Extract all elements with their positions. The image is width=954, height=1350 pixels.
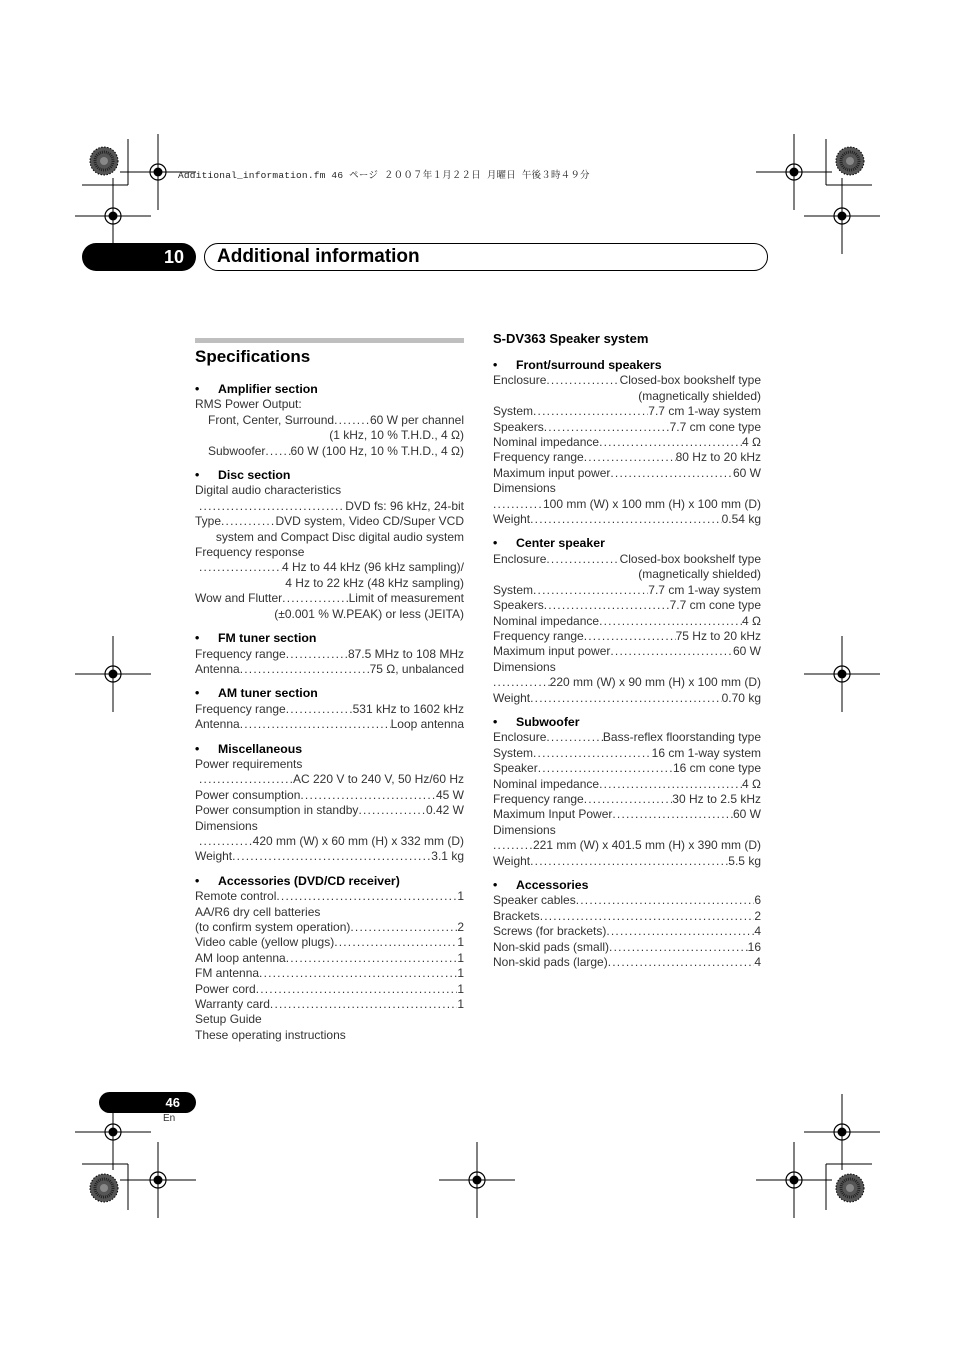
spec-row bbox=[195, 788, 464, 803]
leader-dots bbox=[610, 466, 733, 481]
spec-section-heading-text: Accessories bbox=[516, 878, 589, 892]
leader-dots bbox=[530, 512, 721, 527]
spec-row bbox=[195, 966, 464, 981]
spec-label: Maximum input power bbox=[493, 465, 611, 480]
leader-dots bbox=[199, 772, 293, 787]
spec-row bbox=[493, 435, 761, 450]
spec-text-line: Digital audio characteristics bbox=[195, 483, 342, 498]
leader-dots bbox=[240, 662, 370, 677]
spec-value: 4 Ω bbox=[742, 776, 761, 791]
spec-text-line: system and Compact Disc digital audio system bbox=[215, 529, 464, 544]
spec-row bbox=[493, 893, 761, 908]
leader-dots bbox=[199, 499, 345, 514]
spec-value: 2 bbox=[457, 920, 464, 934]
spec-row bbox=[195, 997, 464, 1012]
leader-dots bbox=[608, 955, 755, 970]
spec-section bbox=[195, 468, 464, 622]
spec-row bbox=[493, 909, 761, 924]
leader-dots bbox=[540, 909, 755, 924]
spec-value: 1 bbox=[457, 966, 464, 981]
leader-dots bbox=[286, 647, 348, 662]
leader-dots bbox=[493, 838, 533, 853]
spec-section-heading bbox=[195, 874, 464, 889]
spec-text-line: AA/R6 dry cell batteries bbox=[195, 904, 321, 919]
spec-row bbox=[493, 629, 761, 644]
spec-text-line: (1 kHz, 10 % T.H.D., 4 Ω) bbox=[329, 428, 464, 443]
spec-row bbox=[195, 889, 464, 904]
leader-dots bbox=[612, 807, 733, 822]
spec-row bbox=[195, 499, 464, 514]
spec-section-heading bbox=[195, 382, 464, 397]
spec-row bbox=[493, 450, 761, 465]
spec-value: 16 bbox=[747, 939, 761, 954]
spec-row bbox=[493, 838, 761, 853]
spec-value: 4 Ω bbox=[742, 613, 761, 628]
spec-section-heading bbox=[195, 686, 464, 701]
spec-value: 7.7 cm cone type bbox=[669, 598, 761, 613]
leader-dots bbox=[493, 675, 550, 690]
spec-value: 3.1 kg bbox=[431, 849, 464, 864]
spec-label: Power cord bbox=[195, 981, 256, 996]
spec-section bbox=[493, 358, 761, 527]
leader-dots bbox=[334, 413, 370, 428]
spec-value: 16 cm 1-way system bbox=[651, 745, 761, 760]
spec-row bbox=[195, 413, 464, 428]
leader-dots bbox=[538, 761, 673, 776]
spec-row bbox=[493, 940, 761, 955]
spec-value: DVD fs: 96 kHz, 24-bit bbox=[345, 498, 464, 513]
spec-section-heading-text: Subwoofer bbox=[516, 714, 580, 729]
spec-value: AC 220 V to 240 V, 50 Hz/60 Hz bbox=[293, 772, 464, 787]
spec-label: Enclosure bbox=[493, 730, 547, 745]
spec-label: System bbox=[493, 745, 534, 760]
chapter-title: Additional information bbox=[204, 243, 768, 271]
spec-row bbox=[195, 772, 464, 787]
leader-dots bbox=[259, 966, 457, 981]
spec-value: 4 bbox=[754, 924, 761, 939]
spec-value: 0.70 kg bbox=[721, 690, 761, 705]
spec-text-line: (magnetically shielded) bbox=[638, 388, 761, 403]
leader-dots bbox=[350, 920, 457, 935]
bullet-icon: • bbox=[493, 878, 498, 892]
specifications-title: Specifications bbox=[195, 347, 311, 366]
spec-text-line: These operating instructions bbox=[195, 1027, 346, 1042]
spec-section bbox=[195, 874, 464, 1043]
spec-value: 1 bbox=[457, 997, 464, 1012]
spec-text-line: RMS Power Output: bbox=[195, 397, 302, 412]
leader-dots bbox=[544, 598, 670, 613]
spec-value: 4 Hz to 44 kHz (96 kHz sampling)/ bbox=[281, 560, 464, 575]
spec-value: 60 W (100 Hz, 10 % T.H.D., 4 Ω) bbox=[290, 443, 464, 458]
spec-section-heading bbox=[493, 358, 761, 373]
spec-value: 1 bbox=[457, 981, 464, 996]
spec-value: 30 Hz to 2.5 kHz bbox=[672, 791, 761, 806]
leader-dots bbox=[533, 404, 648, 419]
spec-value: 2 bbox=[754, 908, 761, 923]
spec-label: Non-skid pads (large) bbox=[493, 955, 608, 970]
spec-text-line: Dimensions bbox=[195, 818, 258, 833]
spec-label: Wow and Flutter bbox=[195, 591, 283, 606]
leader-dots bbox=[276, 889, 457, 904]
spec-label: FM antenna bbox=[195, 966, 260, 981]
spec-section-heading bbox=[195, 468, 464, 483]
speaker-system-title: S-DV363 Speaker system bbox=[493, 331, 649, 346]
spec-row bbox=[493, 644, 761, 659]
leader-dots bbox=[530, 854, 728, 869]
spec-label: Speakers bbox=[493, 598, 544, 613]
spec-label: Warranty card bbox=[195, 997, 270, 1012]
bullet-icon: • bbox=[195, 741, 200, 756]
leader-dots bbox=[584, 792, 673, 807]
spec-row bbox=[493, 691, 761, 706]
spec-label: Remote control bbox=[195, 889, 277, 904]
leader-dots bbox=[546, 730, 603, 745]
spec-label: Type bbox=[195, 514, 222, 529]
spec-value: 7.7 cm 1-way system bbox=[648, 404, 761, 419]
spec-section bbox=[195, 742, 464, 865]
spec-row bbox=[493, 552, 761, 567]
spec-label: Antenna bbox=[195, 661, 240, 676]
leader-dots bbox=[533, 583, 648, 598]
spec-row bbox=[493, 792, 761, 807]
spec-label: Weight bbox=[493, 853, 531, 868]
spec-label: Front, Center, Surround bbox=[208, 412, 335, 427]
spec-label: Power consumption in standby bbox=[195, 803, 359, 818]
leader-dots bbox=[533, 746, 652, 761]
spec-label: Nominal impedance bbox=[493, 613, 600, 628]
leader-dots bbox=[599, 435, 742, 450]
spec-section bbox=[493, 536, 761, 705]
leader-dots bbox=[199, 560, 282, 575]
spec-section bbox=[195, 631, 464, 677]
spec-value: 60 W per channel bbox=[369, 412, 464, 427]
leader-dots bbox=[530, 691, 721, 706]
spec-label: Frequency range bbox=[493, 450, 584, 465]
spec-label: Nominal impedance bbox=[493, 435, 600, 450]
leader-dots bbox=[256, 982, 458, 997]
spec-label: Weight bbox=[195, 849, 233, 864]
spec-row bbox=[493, 955, 761, 970]
spec-value: 1 bbox=[457, 889, 464, 904]
spec-value: 100 mm (W) x 100 mm (H) x 100 mm (D) bbox=[542, 496, 761, 511]
spec-label: Weight bbox=[493, 512, 531, 527]
spec-value: Closed-box bookshelf type bbox=[619, 551, 761, 566]
spec-value: DVD system, Video CD/Super VCD bbox=[275, 514, 464, 529]
spec-label: Subwoofer bbox=[208, 443, 266, 458]
spec-label: Antenna bbox=[195, 717, 240, 732]
spec-section-heading-text: Disc section bbox=[218, 468, 291, 483]
leader-dots bbox=[270, 997, 457, 1012]
spec-section-heading bbox=[493, 715, 761, 730]
spec-row bbox=[493, 404, 761, 419]
leader-dots bbox=[240, 717, 391, 732]
spec-section-heading bbox=[493, 536, 761, 551]
spec-row bbox=[195, 662, 464, 677]
leader-dots bbox=[546, 373, 619, 388]
bullet-icon: • bbox=[493, 358, 498, 372]
right-sections bbox=[493, 358, 761, 970]
spec-value: 420 mm (W) x 60 mm (H) x 332 mm (D) bbox=[252, 833, 464, 848]
spec-row bbox=[195, 849, 464, 864]
bullet-icon: • bbox=[195, 382, 200, 396]
bullet-icon: • bbox=[493, 536, 498, 551]
spec-label: Enclosure bbox=[493, 373, 547, 388]
spec-row bbox=[493, 497, 761, 512]
spec-value: Loop antenna bbox=[390, 717, 464, 732]
bullet-icon: • bbox=[195, 468, 200, 483]
spec-value: Limit of measurement bbox=[348, 591, 464, 606]
page-language: En bbox=[163, 1113, 176, 1124]
spec-value: 4 Ω bbox=[742, 435, 761, 450]
spec-row bbox=[493, 746, 761, 761]
spec-value: Closed-box bookshelf type bbox=[619, 373, 761, 388]
spec-text-line: (±0.001 % W.PEAK) or less (JEITA) bbox=[274, 606, 464, 621]
spec-value: 7.7 cm 1-way system bbox=[648, 582, 761, 597]
bullet-icon: • bbox=[493, 714, 498, 729]
spec-section bbox=[493, 878, 761, 970]
spec-row bbox=[195, 647, 464, 662]
leader-dots bbox=[599, 777, 742, 792]
spec-section-heading-text: Front/surround speakers bbox=[516, 358, 662, 372]
spec-text-line: Dimensions bbox=[493, 822, 556, 837]
bullet-icon: • bbox=[195, 631, 200, 646]
spec-value: 87.5 MHz to 108 MHz bbox=[347, 646, 464, 661]
spec-label: Frequency range bbox=[493, 628, 584, 643]
spec-label: Screws (for brackets) bbox=[493, 924, 607, 939]
spec-label: Weight bbox=[493, 690, 531, 705]
spec-text-line: Dimensions bbox=[493, 481, 556, 496]
leader-dots bbox=[286, 951, 458, 966]
spec-value: 16 cm cone type bbox=[672, 761, 761, 776]
spec-label: Video cable (yellow plugs) bbox=[195, 935, 335, 950]
page-number: 46 bbox=[99, 1092, 196, 1113]
spec-row bbox=[493, 730, 761, 745]
leader-dots bbox=[334, 935, 457, 950]
spec-row bbox=[195, 514, 464, 529]
spec-section bbox=[493, 715, 761, 869]
spec-row bbox=[493, 466, 761, 481]
spec-label: Frequency range bbox=[195, 701, 286, 716]
spec-row bbox=[195, 444, 464, 459]
leader-dots bbox=[584, 629, 676, 644]
spec-label: System bbox=[493, 404, 534, 419]
spec-value: 7.7 cm cone type bbox=[669, 419, 761, 434]
spec-label: Speakers bbox=[493, 419, 544, 434]
leader-dots bbox=[221, 514, 275, 529]
spec-row bbox=[195, 803, 464, 818]
leader-dots bbox=[282, 591, 348, 606]
left-sections bbox=[195, 382, 464, 1043]
leader-dots bbox=[544, 420, 670, 435]
print-header: Additional_information.fm 46 ページ ２００７年１月２２日 月曜日 午後３時４９分 bbox=[178, 170, 590, 181]
spec-row bbox=[493, 854, 761, 869]
spec-value: 0.42 W bbox=[425, 803, 464, 818]
spec-section-heading bbox=[195, 631, 464, 646]
spec-label: Non-skid pads (small) bbox=[493, 939, 610, 954]
leader-dots bbox=[358, 803, 426, 818]
spec-value: 220 mm (W) x 90 mm (H) x 100 mm (D) bbox=[549, 675, 761, 690]
leader-dots bbox=[606, 924, 754, 939]
spec-row bbox=[195, 935, 464, 950]
spec-row bbox=[195, 560, 464, 575]
spec-text-line: (magnetically shielded) bbox=[638, 567, 761, 582]
spec-section-heading-text: Miscellaneous bbox=[218, 741, 303, 756]
spec-section bbox=[195, 382, 464, 459]
specifications-rule bbox=[195, 338, 464, 343]
spec-label: System bbox=[493, 582, 534, 597]
spec-value: 221 mm (W) x 401.5 mm (H) x 390 mm (D) bbox=[532, 838, 761, 853]
spec-value: Bass-reflex floorstanding type bbox=[602, 730, 761, 745]
spec-text-line: 4 Hz to 22 kHz (48 kHz sampling) bbox=[285, 575, 464, 590]
spec-value: 75 Hz to 20 kHz bbox=[675, 628, 761, 643]
chapter-number: 10 bbox=[82, 243, 196, 271]
leader-dots bbox=[546, 552, 619, 567]
leader-dots bbox=[493, 497, 543, 512]
spec-row bbox=[493, 675, 761, 690]
spec-section-heading bbox=[493, 878, 761, 893]
spec-value: 4 bbox=[754, 955, 761, 970]
leader-dots bbox=[286, 702, 353, 717]
spec-label: Frequency range bbox=[195, 646, 286, 661]
right-column bbox=[493, 330, 761, 979]
spec-row bbox=[493, 614, 761, 629]
leader-dots bbox=[265, 444, 290, 459]
spec-row bbox=[195, 834, 464, 849]
spec-value: 60 W bbox=[732, 465, 761, 480]
spec-value: 80 Hz to 20 kHz bbox=[675, 450, 761, 465]
spec-text-line: Frequency response bbox=[195, 545, 305, 560]
spec-row bbox=[493, 924, 761, 939]
spec-text-line: Power requirements bbox=[195, 756, 303, 771]
spec-label: Brackets bbox=[493, 908, 540, 923]
left-column bbox=[195, 338, 464, 1052]
spec-row bbox=[493, 777, 761, 792]
leader-dots bbox=[584, 450, 676, 465]
spec-label: AM loop antenna bbox=[195, 950, 286, 965]
spec-value: 531 kHz to 1602 kHz bbox=[352, 701, 464, 716]
spec-label: Maximum Input Power bbox=[493, 807, 613, 822]
leader-dots bbox=[599, 614, 742, 629]
spec-row bbox=[493, 512, 761, 527]
spec-section-heading-text: Accessories (DVD/CD receiver) bbox=[218, 873, 400, 888]
leader-dots bbox=[300, 788, 436, 803]
spec-text-line: Setup Guide bbox=[195, 1012, 262, 1027]
spec-value: 6 bbox=[754, 893, 761, 908]
spec-value: 60 W bbox=[732, 807, 761, 822]
spec-label: Speaker bbox=[493, 761, 538, 776]
spec-row bbox=[195, 591, 464, 606]
spec-text-line: Dimensions bbox=[493, 659, 556, 674]
spec-row bbox=[493, 807, 761, 822]
spec-label: (to confirm system operation) bbox=[195, 920, 351, 934]
spec-row bbox=[493, 598, 761, 613]
bullet-icon: • bbox=[195, 873, 200, 888]
spec-value: 5.5 kg bbox=[728, 853, 761, 868]
spec-value: 0.54 kg bbox=[721, 512, 761, 527]
leader-dots bbox=[576, 893, 755, 908]
spec-row bbox=[493, 420, 761, 435]
leader-dots bbox=[610, 644, 733, 659]
spec-section bbox=[195, 686, 464, 732]
spec-row bbox=[195, 717, 464, 732]
spec-label: Power consumption bbox=[195, 787, 301, 802]
spec-label: Speaker cables bbox=[493, 893, 576, 908]
spec-label: Frequency range bbox=[493, 791, 584, 806]
spec-value: 1 bbox=[457, 950, 464, 965]
spec-row bbox=[195, 951, 464, 966]
leader-dots bbox=[199, 834, 253, 849]
spec-row bbox=[195, 982, 464, 997]
spec-row bbox=[195, 702, 464, 717]
spec-section-heading-text: FM tuner section bbox=[218, 631, 317, 646]
spec-label: Nominal impedance bbox=[493, 776, 600, 791]
spec-row bbox=[195, 920, 464, 935]
spec-row bbox=[493, 761, 761, 776]
spec-value: 60 W bbox=[732, 644, 761, 659]
spec-section-heading bbox=[195, 742, 464, 757]
spec-value: 1 bbox=[457, 935, 464, 950]
leader-dots bbox=[232, 849, 431, 864]
spec-value: 75 Ω, unbalanced bbox=[369, 661, 464, 676]
spec-value: 45 W bbox=[435, 787, 464, 802]
leader-dots bbox=[609, 940, 748, 955]
spec-label: Maximum input power bbox=[493, 644, 611, 659]
spec-section-heading-text: Center speaker bbox=[516, 536, 605, 551]
spec-section-heading-text: AM tuner section bbox=[218, 686, 318, 701]
spec-row bbox=[493, 373, 761, 388]
bullet-icon: • bbox=[195, 686, 200, 701]
spec-row bbox=[493, 583, 761, 598]
spec-label: Enclosure bbox=[493, 551, 547, 566]
spec-section-heading-text: Amplifier section bbox=[218, 382, 318, 396]
